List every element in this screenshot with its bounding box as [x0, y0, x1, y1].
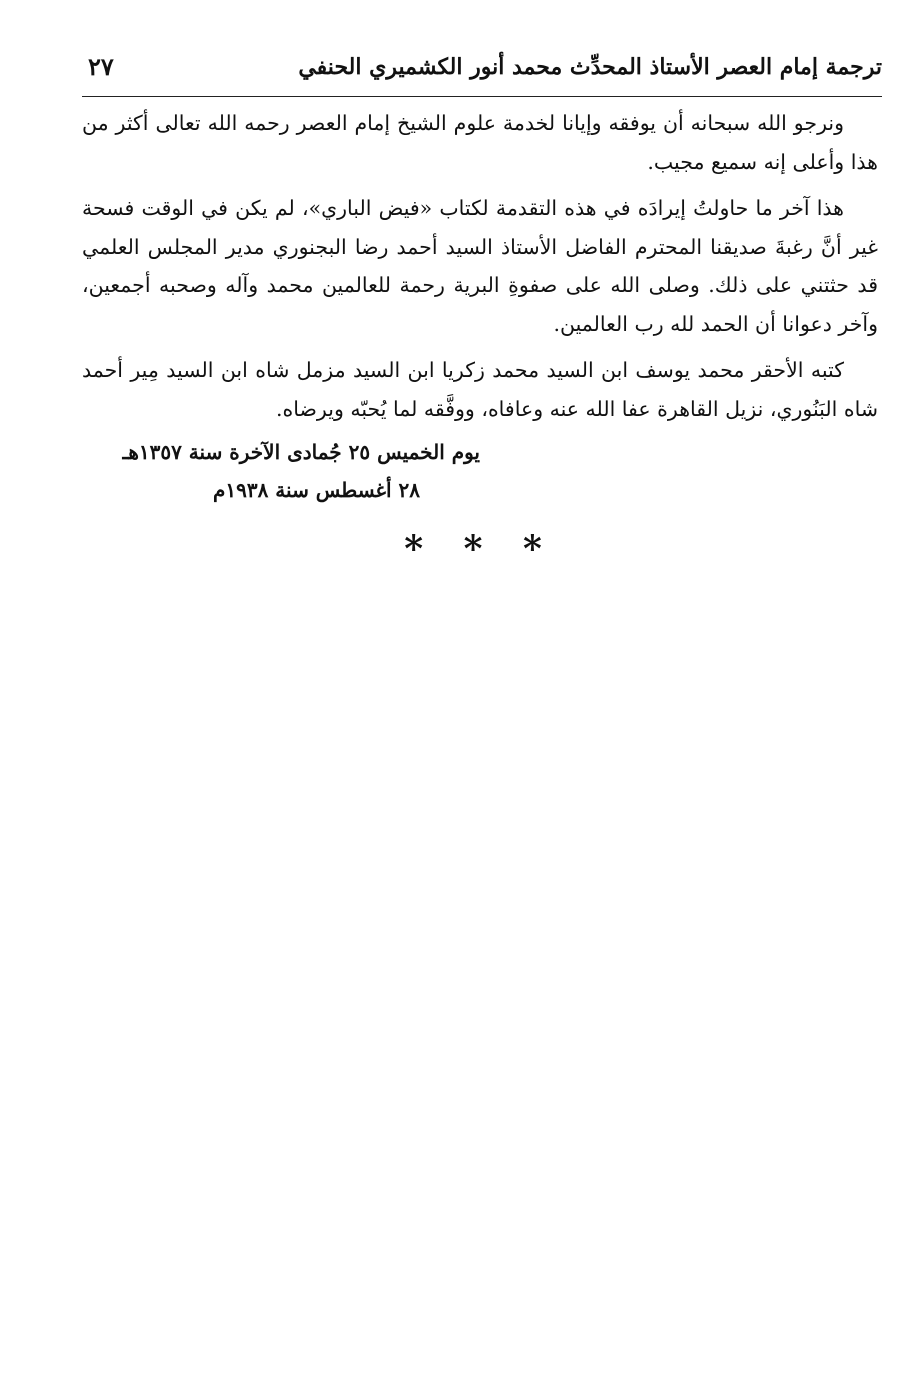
running-title: ترجمة إمام العصر الأستاذ المحدِّث محمد أنور الكشميري الحنفي [298, 54, 882, 80]
hijri-date: يوم الخميس ٢٥ جُمادى الآخرة سنة ١٣٥٧هـ [122, 440, 480, 464]
page-number: ٢٧ [88, 52, 114, 81]
paragraph: كتبه الأحقر محمد يوسف ابن السيد محمد زكريا ابن السيد مزمل شاه ابن السيد مِير أحمد شاه البَنُوري، نزيل القاهرة عفا الله عنه وعافاه، ووفَّقه لما يُحبّه ويرضاه. [82, 358, 878, 421]
section-separator: * * * [404, 528, 556, 570]
header-rule [82, 96, 882, 97]
page-header [82, 48, 882, 98]
paragraph: ونرجو الله سبحانه أن يوفقه وإيانا لخدمة علوم الشيخ إمام العصر رحمه الله تعالى أكثر من هذا وأعلى إنه سميع مجيب. [82, 111, 878, 174]
paragraph: هذا آخر ما حاولتُ إيرادَه في هذه التقدمة لكتاب «فيض الباري»، لم يكن في الوقت فسحة غير أنَّ رغبةَ صديقنا المحترم الفاضل الأستاذ السيد أحمد رضا البجنوري مدير المجلس العلمي قد حثتني على ذلك. وصلى الله على صفوةِ البرية رحمة للعالمين محمد وآله وصحبه أجمعين، وآخر دعوانا أن الحمد لله رب العالمين. [82, 196, 878, 336]
gregorian-date: ٢٨ أغسطس سنة ١٩٣٨م [212, 478, 420, 502]
dateline [122, 433, 480, 509]
body-text [82, 104, 878, 436]
